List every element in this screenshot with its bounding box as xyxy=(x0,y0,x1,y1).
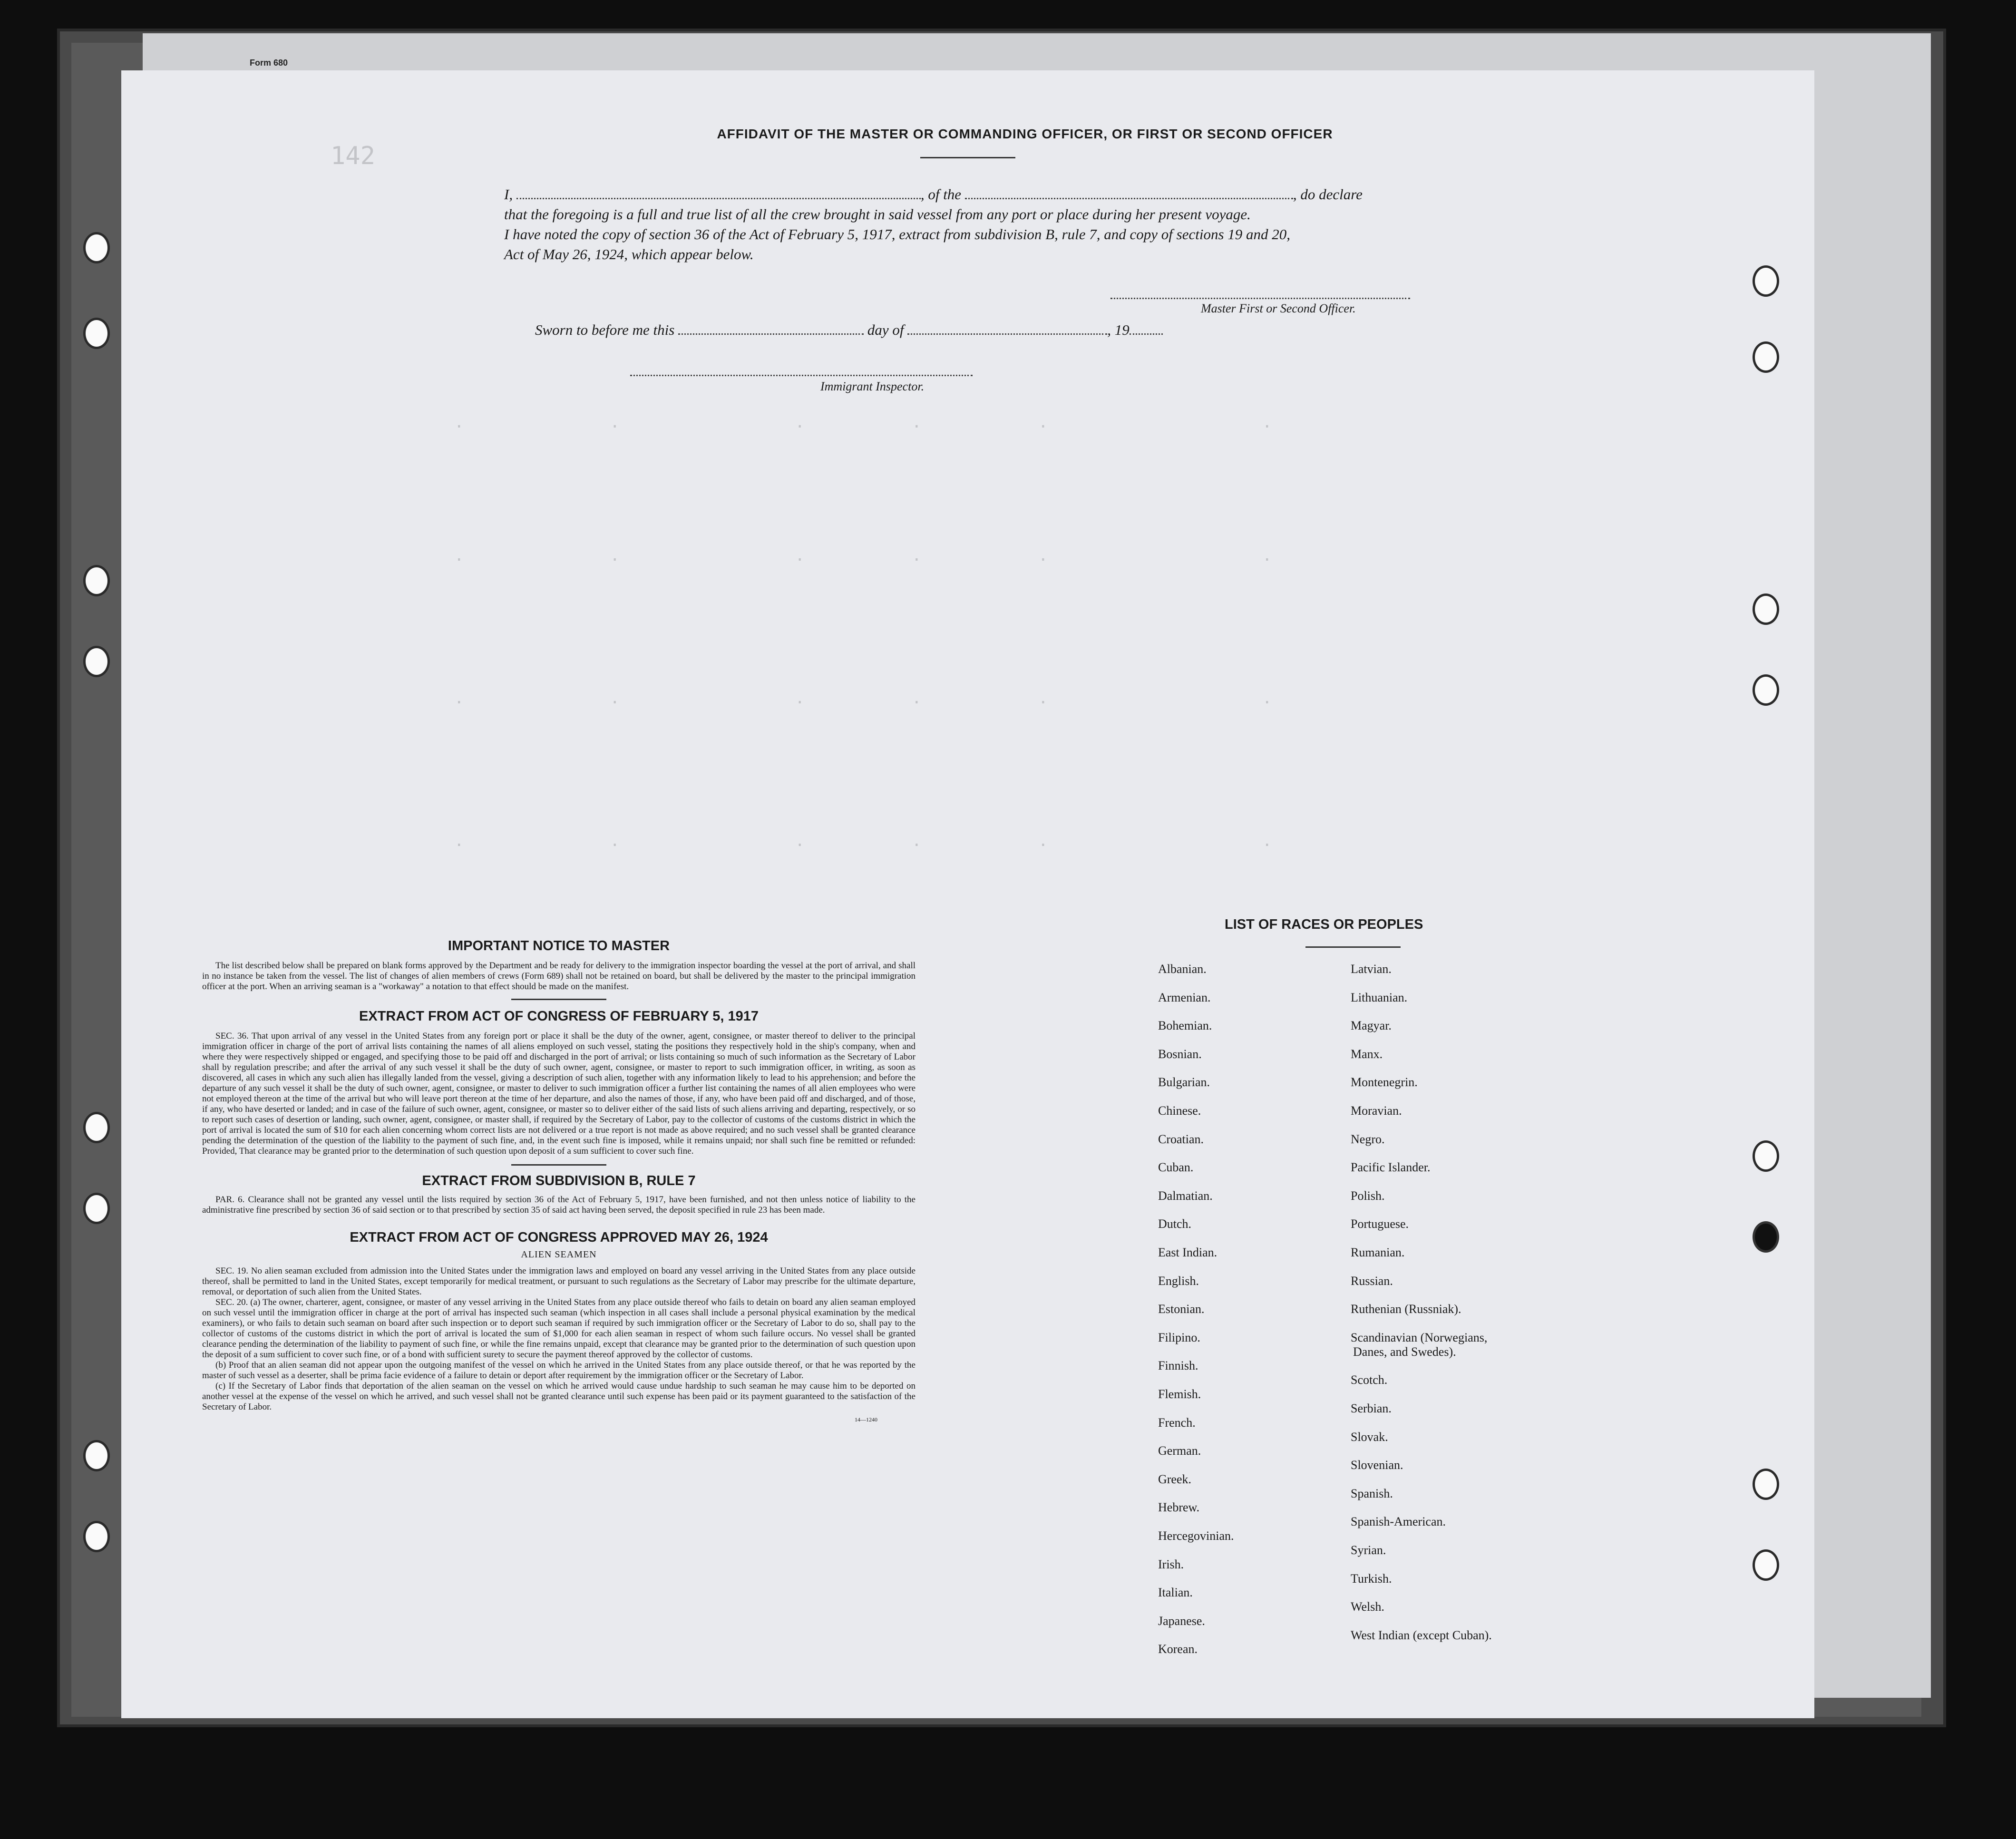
divider xyxy=(511,1164,606,1166)
race-item: Hebrew. xyxy=(1158,1500,1200,1515)
sec-20c-text: (c) If the Secretary of Labor finds that deportation of the alien seaman on the vessel on which he arrived would cause undue hardship to such seaman he may cause him to be deported on another vessel at the expense of the vessel on which he arrived, and such vessel shall not be granted clearance until such expense has been paid or its payment guaranteed to the satisfaction of the Secretary of Labor. xyxy=(202,1381,915,1412)
race-item: Albanian. xyxy=(1158,962,1207,976)
punch-hole xyxy=(83,646,110,677)
print-code: 14—1240 xyxy=(855,1416,877,1423)
extract-rule7-text: PAR. 6. Clearance shall not be granted any vessel until the lists required by section 36 of the Act of February 5, 1917, have been furnished, and not then unless notice of liability to the administrative fine prescribed by section 36 of said section or to that prescribed by section 35 of said act having been served, the deposit specified in rule 23 has been made. xyxy=(202,1195,915,1215)
punch-hole xyxy=(83,1521,110,1552)
punch-hole xyxy=(83,1112,110,1143)
notice-text: The list described below shall be prepared on blank forms approved by the Department and be ready for delivery to the immigration inspector boarding the vessel at the port of arrival, and shall in no instance be taken from the vessel. The list of changes of alien members of crews (Form 689) shall not be retained on board, but shall be delivered by the master to the principal immigration officer at the port. When an arriving seaman is a "workaway" a notation to that effect should be made on the manifest. xyxy=(202,961,915,992)
race-item: French. xyxy=(1158,1415,1196,1430)
page-number: 142 xyxy=(331,142,375,170)
signature-line[interactable] xyxy=(1110,298,1410,299)
race-item: Croatian. xyxy=(1158,1132,1204,1146)
bleed-row: . . . . . . xyxy=(454,413,1272,432)
punch-hole xyxy=(83,318,110,349)
punch-hole xyxy=(1753,1140,1779,1172)
race-item: Spanish-American. xyxy=(1351,1515,1446,1529)
race-item: Hercegovinian. xyxy=(1158,1529,1234,1543)
race-item: Greek. xyxy=(1158,1472,1192,1486)
punch-hole xyxy=(1753,594,1779,625)
name-field[interactable] xyxy=(516,189,921,199)
race-item: Negro. xyxy=(1351,1132,1385,1146)
race-item: Estonian. xyxy=(1158,1302,1205,1316)
affidavit-title: AFFIDAVIT OF THE MASTER OR COMMANDING OFFICER, OR FIRST OR SECOND OFFICER xyxy=(717,126,1333,141)
sworn-year-label: , 19 xyxy=(1107,321,1130,338)
title-rule xyxy=(920,157,1015,158)
extract-rule7-title: EXTRACT FROM SUBDIVISION B, RULE 7 xyxy=(422,1173,696,1188)
sworn-day-field[interactable] xyxy=(678,325,864,335)
sworn-prefix: Sworn to before me this xyxy=(535,321,675,338)
race-item: Russian. xyxy=(1351,1274,1393,1288)
document-page xyxy=(121,70,1814,1718)
race-item: Syrian. xyxy=(1351,1543,1386,1557)
punch-hole xyxy=(83,232,110,263)
sec-20a-text: SEC. 20. (a) The owner, charterer, agent, consignee, or master of any vessel arriving in the United States from any place outside thereof who fails to detain on board any alien seaman employed on such vessel until the immigration officer in charge at the port of arrival has inspected such seaman (which inspection in all cases shall include a personal physical examination by the medical examiners), or who fails to detain such seaman on board after such inspection or to deport such seaman if required by such immigration officer or the Secretary of Labor to do so, shall pay to the collector of customs of the customs district in which the port of arrival is located the sum of $1,000 for each alien seaman in respect of whom such failure occurs. No vessel shall be granted clearance pending the determination of the liability to payment of such fine, or while the fine remains unpaid, except that clearance may be granted prior to the determination of such question upon the deposit of a sum sufficient to cover such fine, or of a bond with sufficient surety to secure the payment thereof approved by the collector of customs. xyxy=(202,1297,915,1360)
race-item: Japanese. xyxy=(1158,1614,1205,1628)
sworn-line xyxy=(535,321,1163,339)
race-item: German. xyxy=(1158,1444,1201,1458)
bleed-row: . . . . . . xyxy=(454,831,1272,850)
sworn-month-field[interactable] xyxy=(907,325,1107,335)
punch-hole xyxy=(1753,1469,1779,1500)
race-item: East Indian. xyxy=(1158,1245,1217,1259)
race-item: Turkish. xyxy=(1351,1571,1392,1586)
race-item: Serbian. xyxy=(1351,1401,1392,1415)
punch-hole xyxy=(83,565,110,596)
divider xyxy=(511,999,606,1000)
affidavit-line-3: I have noted the copy of section 36 of the Act of February 5, 1917, extract from subdivision B, rule 7, and copy of sections 19 and 20, xyxy=(504,226,1291,243)
race-item: Irish. xyxy=(1158,1557,1184,1571)
of-the-label: , of the xyxy=(920,186,962,203)
extract-1917-title: EXTRACT FROM ACT OF CONGRESS OF FEBRUARY 5, 1917 xyxy=(359,1009,759,1024)
race-item: Manx. xyxy=(1351,1047,1383,1061)
sec-20b-text: (b) Proof that an alien seaman did not appear upon the outgoing manifest of the vessel on which he arrived in the United States from any place outside thereof, or that he was reported by the master of such vessel as a deserter, shall be prima facie evidence of a failure to detain or deport after requirement by the immigration officer or the Secretary of Labor. xyxy=(202,1360,915,1381)
extract-1924-subtitle: ALIEN SEAMEN xyxy=(521,1249,597,1260)
race-item: West Indian (except Cuban). xyxy=(1351,1628,1492,1642)
notice-section xyxy=(202,938,915,1423)
races-rule xyxy=(1305,946,1401,948)
race-item: Polish. xyxy=(1351,1188,1385,1203)
punch-hole xyxy=(1753,1221,1779,1253)
race-item: Armenian. xyxy=(1158,990,1211,1004)
affidavit-line-1 xyxy=(504,185,1555,204)
race-item: Latvian. xyxy=(1351,962,1392,976)
races-title: LIST OF RACES OR PEOPLES xyxy=(1225,917,1423,932)
race-item: Slovak. xyxy=(1351,1430,1388,1444)
affidavit-line-4: Act of May 26, 1924, which appear below. xyxy=(504,246,754,263)
sworn-year-field[interactable] xyxy=(1130,325,1163,335)
race-item: Spanish. xyxy=(1351,1486,1393,1500)
race-item: Italian. xyxy=(1158,1586,1193,1600)
race-item: English. xyxy=(1158,1274,1199,1288)
race-item: Flemish. xyxy=(1158,1387,1201,1401)
bleed-row: . . . . . . xyxy=(454,689,1272,708)
race-item: Cuban. xyxy=(1158,1160,1194,1175)
punch-hole xyxy=(1753,1549,1779,1581)
race-item: Welsh. xyxy=(1351,1600,1384,1614)
race-item: Korean. xyxy=(1158,1642,1198,1656)
race-item: Moravian. xyxy=(1351,1104,1402,1118)
race-item: Rumanian. xyxy=(1351,1245,1405,1259)
punch-hole xyxy=(1753,341,1779,373)
form-number: Form 680 xyxy=(250,58,288,68)
race-item: Magyar. xyxy=(1351,1019,1392,1033)
punch-hole xyxy=(83,1193,110,1224)
race-item: Dutch. xyxy=(1158,1217,1192,1231)
notice-title: IMPORTANT NOTICE TO MASTER xyxy=(448,938,670,954)
extract-1924-title: EXTRACT FROM ACT OF CONGRESS APPROVED MAY 26, 1924 xyxy=(350,1230,768,1245)
race-item: Bohemian. xyxy=(1158,1019,1212,1033)
race-item: Finnish. xyxy=(1158,1359,1198,1373)
signature-label: Master First or Second Officer. xyxy=(1201,302,1356,315)
vessel-field[interactable] xyxy=(965,189,1293,199)
race-item: Slovenian. xyxy=(1351,1458,1403,1472)
extract-1917-text: SEC. 36. That upon arrival of any vessel in the United States from any foreign port or place it shall be the duty of the owner, agent, consignee, or master thereof to deliver to the principal immigration officer in charge of the port of arrival lists containing the names of all aliens employed on such vessel, stating the positions they respectively hold in the ship's company, when and where they were respectively shipped or engaged, and specifying those to be paid off and discharged in the port of arrival; or lists containing so much of such information as the Secretary of Labor shall by regulation prescribe; and after the arrival of any such vessel it shall be the duty of such owner, agent, consignee, or master to report to such immigration officer, in writing, as soon as discovered, all cases in which any such alien has illegally landed from the vessel, giving a description of such alien, together with any information likely to lead to his apprehension; and before the departure of any such vessel it shall be the duty of such owner, agent, consignee, or master to deliver to such immigration officer a further list containing the names of all alien employees who were not employed thereon at the time of the arrival but who will leave port thereon at the time of her departure, and also the names of those, if any, who have been paid off and discharged, and of those, if any, who have deserted or landed; and in case of the failure of such owner, agent, consignee, or master so to deliver either of the said lists of such aliens arriving and departing, respectively, or so to report such cases of desertion or landing, such owner, agent, consignee, or master shall, if required by the Secretary of Labor, pay to the collector of customs of the customs district in which the port of arrival is located the sum of $10 for each alien concerning whom correct lists are not delivered or a true report is not made as above required; and no such vessel shall be granted clearance pending the determination of the question of the liability to the payment of such fine, and, in the event such fine is imposed, while it remains unpaid; nor shall such fine be remitted or refunded: Provided, That clearance may be granted prior to the determination of such question upon deposit of a sum sufficient to cover such fine. xyxy=(202,1031,915,1156)
affidavit-line-2: that the foregoing is a full and true list of all the crew brought in said vessel from any port or place during her present voyage. xyxy=(504,206,1251,223)
race-item: Chinese. xyxy=(1158,1104,1201,1118)
race-item: Bulgarian. xyxy=(1158,1075,1210,1090)
race-item: Bosnian. xyxy=(1158,1047,1202,1061)
race-item: Scandinavian (Norwegians, xyxy=(1351,1330,1488,1344)
race-item: Scotch. xyxy=(1351,1373,1388,1387)
punch-hole xyxy=(1753,674,1779,706)
declare-label: , do declare xyxy=(1293,186,1363,203)
race-item: Lithuanian. xyxy=(1351,990,1408,1004)
inspector-label: Immigrant Inspector. xyxy=(820,379,925,393)
affidavit-body xyxy=(504,185,1555,264)
race-item: Filipino. xyxy=(1158,1330,1200,1344)
i-label: I, xyxy=(504,186,513,203)
race-item: Montenegrin. xyxy=(1351,1075,1418,1090)
race-item: Dalmatian. xyxy=(1158,1188,1213,1203)
bleed-row: . . . . . . xyxy=(454,546,1272,565)
sec-19-text: SEC. 19. No alien seaman excluded from admission into the United States under the immigration laws and employed on board any vessel arriving in the United States from any place outside thereof, shall be permitted to land in the United States, except temporarily for medical treatment, or pursuant to such regulations as the Secretary of Labor may prescribe for the ultimate departure, removal, or deportation of such alien from the United States. xyxy=(202,1266,915,1297)
punch-hole xyxy=(83,1440,110,1471)
inspector-signature-line[interactable] xyxy=(630,375,973,376)
race-item: Ruthenian (Russniak). xyxy=(1351,1302,1461,1316)
race-item: Pacific Islander. xyxy=(1351,1160,1431,1175)
sworn-day-of: day of xyxy=(867,321,904,338)
punch-hole xyxy=(1753,265,1779,297)
race-item: Portuguese. xyxy=(1351,1217,1409,1231)
race-item: Danes, and Swedes). xyxy=(1353,1344,1456,1359)
